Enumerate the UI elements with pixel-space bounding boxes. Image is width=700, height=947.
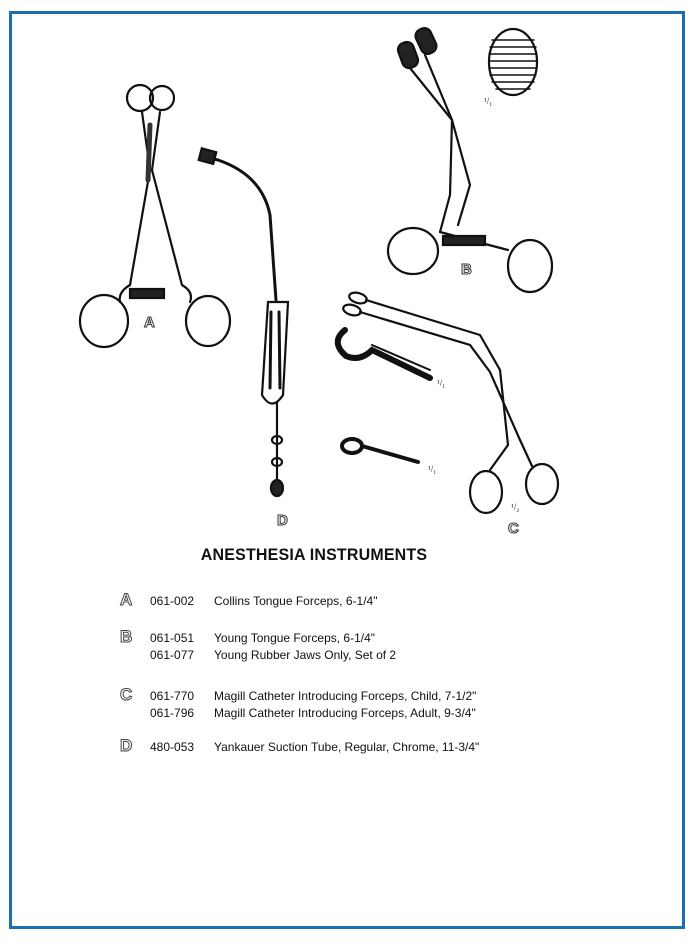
item-description: Collins Tongue Forceps, 6-1/4": [214, 594, 378, 608]
item-code: 061-770: [150, 689, 195, 703]
collins-forceps-drawing: [80, 85, 230, 347]
item-code: 061-077: [150, 648, 195, 662]
item-description: Young Tongue Forceps, 6-1/4": [214, 631, 376, 645]
scale-c-detail-2: ¹/₁: [428, 464, 437, 474]
scale-c-main: ¹/₂: [511, 502, 520, 512]
page-title: ANESTHESIA INSTRUMENTS: [200, 545, 428, 564]
figure-label-b: B: [461, 261, 472, 278]
figure-label-d: D: [277, 512, 288, 529]
figure-label-c: C: [508, 520, 519, 537]
item-description: Magill Catheter Introducing Forceps, Adult, 9-3/4": [214, 706, 476, 720]
group-letter: A: [120, 590, 133, 609]
item-code: 061-051: [150, 631, 195, 645]
item-description: Yankauer Suction Tube, Regular, Chrome, 11-3/4": [214, 740, 480, 754]
group-letter: C: [120, 685, 133, 704]
item-code: 061-796: [150, 706, 195, 720]
list-item: [120, 736, 479, 756]
item-description: Young Rubber Jaws Only, Set of 2: [214, 648, 397, 662]
item-description: Magill Catheter Introducing Forceps, Child, 7-1/2": [214, 689, 477, 703]
item-code: 061-002: [150, 594, 195, 608]
list-item: [120, 627, 375, 647]
magill-forceps-drawing: [342, 291, 558, 513]
figure-label-a: A: [144, 314, 155, 331]
list-item: [120, 706, 476, 720]
item-code: 480-053: [150, 740, 195, 754]
list-item: [120, 685, 476, 705]
magill-jaw-detail-drawing: [338, 330, 430, 378]
rubber-jaw-detail-drawing: [489, 29, 537, 95]
list-item: [120, 590, 377, 610]
scale-b-detail: ¹/₁: [484, 96, 493, 106]
scale-c-detail-1: ¹/₁: [437, 378, 446, 388]
group-letter: D: [120, 736, 133, 755]
group-letter: B: [120, 627, 133, 646]
yankauer-tube-drawing: [199, 148, 288, 496]
list-item: [120, 648, 396, 662]
magill-jaw-small-detail-drawing: [342, 439, 418, 462]
